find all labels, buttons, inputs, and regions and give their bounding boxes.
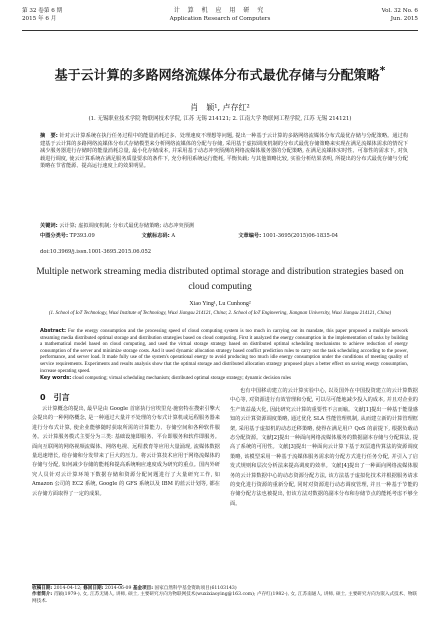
revised-label: 修回日期: xyxy=(83,586,104,591)
header-volume-en: Vol. 32 No. 6 xyxy=(381,8,418,14)
affiliation-cn: (1. 无锡职业技术学院 物联网技术学院, 江苏 无锡 214121; 2. 江南大学 物联网工程学院, 江苏 无锡 214121) xyxy=(88,116,352,122)
paper-title-cn-text: 基于云计算的多路网络流媒体分布式最优存储与分配策略 xyxy=(54,68,380,84)
doc-code-value: A xyxy=(171,233,176,239)
footnote-divider xyxy=(32,584,122,585)
abstract-cn-text: 针对云计算系统在执行任务过程中的能量消耗过多、处理速度不理想等问题, 提出一种基于云计算的多路网络流媒体分布式最优存储与分配策略。通过构建基于云计算的多路网络流媒体分布式存储模型来分析网络流媒体的分配与存储, 采用基于虚拟调度机制的分布式最优存储策略来实现在满足流媒体需求的情况下减少服务器进行存储时的能量消耗总量, 最小化存储成本, 并采用基于动态冲突预测的网络流媒体服务器的分配策略, 在满足流媒体实时性、可靠性的需求下, 对负载进行调度, 使云计算系统在满足服务质量要求的条件下, 充分利用系统运行能耗, 平衡负载; 与其他策略比较, 实验分析结果表明, 所提出的分布式最优存储与分配策略在节省能源、提高运行速度上的效果明显。 xyxy=(40,133,409,170)
header-date-cn: 2015 年 6 月 xyxy=(22,16,57,22)
clc-field xyxy=(40,232,140,240)
title-footnote-mark: * xyxy=(379,64,386,77)
section-heading-introduction: 0 引言 xyxy=(40,393,70,402)
article-no-label: 文章编号: xyxy=(238,233,262,239)
journal-name-cn: 计 算 机 应 用 研 究 xyxy=(173,7,267,14)
classification-row xyxy=(40,232,408,240)
received-label: 收稿日期: xyxy=(32,586,53,591)
abstract-en-text: For the energy consumption and the processing speed of cloud computing system is too much in carrying out its mandate, this paper proposed a multiple network streaming media distributed optimal storage and distribution strategies based on cloud computing. First it analyzed the energy consumption in the implementation of tasks by building a mathematical model based on cloud computing, and used the virtual storage strategy based on distributed optimal scheduling mechanisms to achieve reduction of energy consumption of the server and minimize storage costs. And it used dynamic allocation strategy based conflict prediction rules to carry out the task scheduling according to the power, performance, and server load. It made fully use of the system's operational energy to avoid producing too much idle energy consumption under the conditions of meeting quality of service requirements. Experiments and results analysis show that the optimal storage and distributed allocation strategy proposed plays a better effect on saving energy consumption, increase operating speed. xyxy=(40,329,408,374)
abstract-cn-label: 摘 要: xyxy=(40,133,58,139)
body-paragraph: 也有中国移动建立的云计算实验中心, 以及国外在中国投资建立的云计算数据中心等, 对资源进行有效管理和分配, 可以尽可能地减少投入的成本, 并且对企业的生产效益最大化, 因此研究云计算的重要性不言而喻。文献[1]提出一种基于能量感知的云计算资源调度策略, 通过优化 SLA 性能管理机制, 从而建立新的计算管理框架, 采用基于虚拟机的动态迁移策略, 使得在满足用户 QoS 的前提下, 根据负载动态分配资源。文献[2]提出一种面向网络流媒体服务的数据副本存储与分配算法, 提高了系统的可用性。文献[3]提出一种面向云计算下基于双层遗传算法的资源调度策略, 该模型采用一种基于流媒体服务需求的分配方式进行任务分配, 并引入了启发式规则和层次分析法来提高调度的效率。文献[4]提出了一种面向网络流媒体服务的云计算数据中心的动态资源分配方法, 该方法基于虚拟化技术并根据服务请求的变化进行资源的重新分配, 同时对资源进行动态调度管理, 并且一种基于节能的存储分配方法也被提出, 但该方法对数据的副本分布和存储节点的能耗考虑不够全面。 xyxy=(230,388,418,507)
revised-date: 2014-06-09 xyxy=(104,586,132,591)
keywords-cn xyxy=(40,223,408,230)
article-no-value: 1001-3695(2015)06-1835-04 xyxy=(262,233,339,239)
keywords-en-text: cloud computing; virtual scheduling mechanism; distributed optimal storage strategy; dynamic decision rules xyxy=(72,376,291,381)
abstract-cn xyxy=(40,133,408,171)
body-column-right xyxy=(230,387,418,509)
body-column-left xyxy=(32,405,220,499)
doc-code-label: 文献标志码: xyxy=(141,233,170,239)
header-volume-info-en xyxy=(382,7,418,23)
bio-label: 作者简介: xyxy=(32,592,53,598)
running-header xyxy=(22,7,418,31)
clc-label: 中图分类号: xyxy=(40,233,69,239)
bio-text: 肖颖(1979-), 女, 江苏无锡人, 讲师, 硕士, 主要研究方向为物联网技术(wuxixiaoying@163.com); 卢存红(1982-), 女, 江苏南通人, 讲师, 硕士, 主要研究方向为嵌入式技术、物联网技术. xyxy=(32,592,418,604)
received-date: 2014-04-12; xyxy=(53,586,82,591)
paper-title-en: Multiple network streaming media distributed optimal storage and distribution strategies based on cloud computing xyxy=(36,267,404,292)
keywords-en-label: Key words: xyxy=(40,375,72,381)
article-no-field xyxy=(238,232,338,240)
header-volume: 第 32 卷第 6 期 xyxy=(22,8,63,14)
keywords-cn-text: 云计算; 虚拟调度机制; 分布式最优存储策略; 动态冲突预测 xyxy=(59,223,194,229)
affiliation-en: (1. School of IoT Technology, Wuxi Institute of Technology, Wuxi Jiangsu 214121, China; 2. School of IoT Engineering, Jiangnan University, Wuxi Jiangsu 214121, China) xyxy=(48,311,392,316)
header-journal xyxy=(22,7,418,23)
doc-code-field xyxy=(142,232,237,240)
journal-name-en: Application Research of Computers xyxy=(169,16,271,22)
body-paragraph: 云计算概念的提出, 最早是由 Google 首席执行官埃里克·施密特在搜索引擎大会提出的一种网络概念, 是一种通过大量并不处理的分布式计算机或远程服务器来进行分布式计算, 使企业能够随时获取所需的计算能力、存储空间和各种软件服务。云计算服务模式主要分为三类: 基础设施即服务、平台即服务和软件即服务。面向互联网的网络视频流媒体、网络电视、远程教育等应用大量涌现, 流媒体数据量迅速增长, 给存储和分发带来了巨大的压力。将云计算技术应用于网络流媒体的存储与分配, 如何减少存储的能耗和提高系统响应速度成为研究的重点。国内外研究人员针对云计算环境下数据存储和资源分配问题进行了大量研究工作, 如 Amazon 公司的 EC2 系统, Google 的 GFS 系统以及 IBM 的蓝云计划等, 都在云存储方面取得了一定的成果。 xyxy=(32,406,220,497)
paper-title-cn xyxy=(30,62,410,85)
authors-en: Xiao Ying¹, Lu Cunhong² xyxy=(189,301,251,307)
abstract-en xyxy=(40,328,408,375)
keywords-en xyxy=(40,375,408,383)
header-date-en: Jun. 2015 xyxy=(390,16,418,22)
keywords-cn-label: 关键词: xyxy=(40,223,58,229)
fund-text: 国家自然科学基金资助项目(61103143) xyxy=(154,586,237,591)
footnote xyxy=(32,586,418,605)
clc-value: TP393.09 xyxy=(69,233,95,239)
abstract-en-label: Abstract: xyxy=(40,328,67,334)
authors-cn: 肖 颖¹, 卢存红² xyxy=(190,103,250,112)
fund-label: 基金项目: xyxy=(132,586,154,591)
doi: doi:10.3969/j.issn.1001-3695.2015.06.052 xyxy=(40,249,152,255)
